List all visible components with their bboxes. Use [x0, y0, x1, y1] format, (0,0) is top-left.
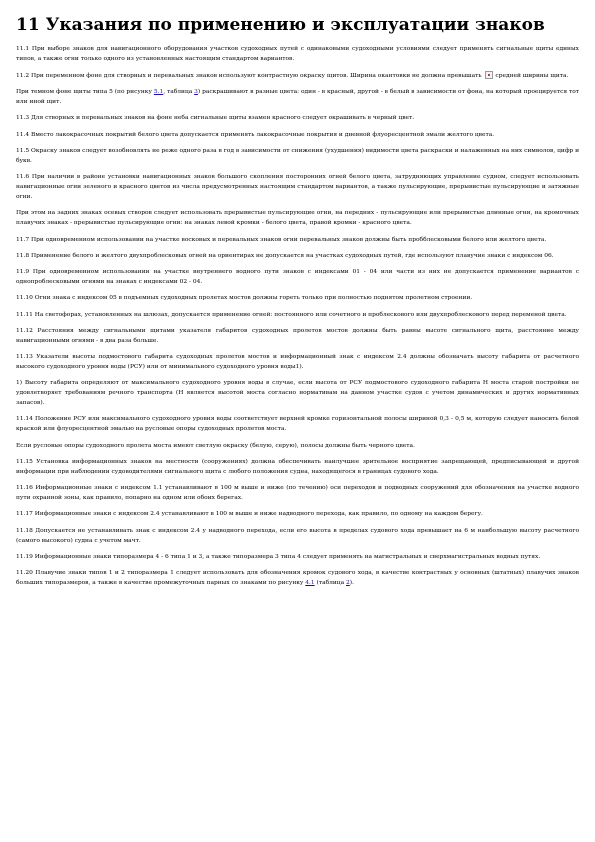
- paragraph-text: (таблица: [314, 580, 345, 587]
- paragraph-11-9: 11.9 При одновременном использовании на участке внутреннего водного пути знаков с индексами 01 - 04 или части из них не допускается применение вариантов с однопроблесковыми огнями на знаках с индексами 02 - 04.: [16, 269, 579, 285]
- figure-link[interactable]: 4.1: [305, 580, 315, 587]
- paragraph-11-18: 11.18 Допускается не устанавливать знак с индексом 2.4 у надводного перехода, если его высота в пределах судового хода превышает на 6 м наибольшую высоту расчетного (самого высокого) судна с учетом мачт.: [16, 527, 579, 544]
- paragraph-11-15: 11.15 Установка информационных знаков на местности (сооружениях) должна обеспечивать наилучшее зрительное восприятие запрещающей, предписывающей и другой информации при наблюдении судоводителями сигнального щита с любого положения судна, находящегося в границах судового хода.: [16, 458, 579, 475]
- paragraph-dark-background: [16, 88, 579, 108]
- paragraph-11-4: 11.4 Вместо лакокрасочных покрытий белого цвета допускается применять лакокрасочные покрытия и дневной флуоресцентной эмали желтого цвета.: [16, 131, 495, 138]
- paragraph-11-14-cont: Если русловые опоры судоходного пролета моста имеют светлую окраску (белую, серую), полосы должны быть черного цвета.: [16, 442, 415, 449]
- paragraph-text: ) раскрашивают в разные цвета: один - в красный, другой - в белый в зависимости от фона, на который проецируется тот или иной щит.: [16, 89, 580, 106]
- paragraph-text: , таблица: [163, 89, 193, 96]
- footnote-1: 1) Высоту габарита определяют от максимального судоходного уровня воды в случае, если высота от РСУ подмостового судоходного габарита H моста старой постройки не удовлетворяет требованиям речного транспорта (H является высотой моста согласно нормативам на данном участке судов с учетом динамических и других нормативных запасов).: [16, 380, 580, 407]
- page-title: 11 Указания по применению и эксплуатации знаков: [16, 15, 545, 35]
- paragraph-11-10: 11.10 Огни знака с индексом 05 в подъемных судоходных пролетах мостов должны гореть только при полностью поднятом пролетном строении.: [16, 295, 473, 302]
- paragraph-text: При темном фоне щиты типа 5 (по рисунку: [16, 89, 152, 96]
- image-icon: [485, 71, 493, 79]
- paragraph-11-19: 11.19 Информационные знаки типоразмера 4 - 6 типа 1 и 3, а также типоразмера 3 типа 4 следует применять на магистральных и сверхмагистральных водных путях.: [16, 553, 541, 560]
- paragraph-11-2: [16, 71, 579, 82]
- figure-link[interactable]: 5.1: [153, 89, 164, 96]
- paragraph-11-11: 11.11 На светофорах, установленных на шлюзах, допускается применение огней: постоянного или сочетного и проблескового или двухпроблескового перед переменой цвета.: [16, 311, 567, 318]
- table-link[interactable]: 2: [346, 580, 350, 587]
- paragraph-11-5: 11.5 Окраску знаков следует возобновлять не реже одного раза в год в зависимости от снижения (ухудшения) видимости цвета раскраски и налаженных на них символов, цифр и букв.: [16, 147, 579, 164]
- paragraph-text: 11.20 Плавучие знаки типов 1 и 2 типоразмера 1 следует использовать для обозначения кромок судового хода, в качестве контрастных у основных (штатных) плавучих знаков больших типоразмеров, а также в качестве промежуточных парных со знаками по рисунку: [16, 570, 579, 587]
- paragraph-11-20: [16, 569, 579, 589]
- paragraph-11-6: 11.6 При наличии в районе установки навигационных знаков большого скопления посторонних огней белого цвета, затрудняющих управление судном, следует использовать навигационные огни зеленого и красного цветов из числа предусмотренных настоящим стандартом вариантов, а также пульсирующие, прерывистые пульсирующие и затяжные огни.: [16, 174, 579, 200]
- paragraph-11-1: 11.1 При выборе знаков для навигационного оборудования участков судоходных путей с одинаковыми судоходными условиями следует применять сигнальные щиты единых типов, а также огни только одного из установленных настоящим стандартом вариантов.: [16, 45, 579, 62]
- paragraph-11-12: 11.12 Расстояния между сигнальными щитами указателя габаритов судоходных пролетов мостов должны быть равны высоте сигнального щита, расстояние между навигационными огнями - в два раза больше.: [16, 327, 579, 344]
- paragraph-11-3: 11.3 Для створных и перевальных знаков на фоне неба сигнальные щиты взамен красного следует окрашивать в черный цвет.: [16, 115, 415, 122]
- paragraph-11-7: 11.7 При одновременном использовании на участке восковых и перевальных знаков огни перевальных знаков должны быть пробблесковыми белого или желтого цвета.: [16, 236, 547, 243]
- paragraph-text: 11.2 При переменном фоне для створных и перевальных знаков используют контрастную окраску щитов. Ширина окантовки не должна превышать: [16, 72, 482, 79]
- paragraph-text: ).: [349, 580, 354, 587]
- paragraph-text: средней ширины щита.: [495, 72, 569, 79]
- paragraph-11-6-cont: При этом на задних знаках осевых створов следует использовать прерывистые пульсирующие огни, на передних - пульсирующие или прерывистые длинные огни, на кромочных плавучих знаках - прерывистые пульсирующие огни: на знаках левой кромки - белого цвета, правой кромки - красного цвета.: [16, 210, 579, 227]
- paragraph-11-16: 11.16 Информационные знаки с индексом 1.1 устанавливают в 100 м выше и ниже (по течению) оси переходов и подводных сооружений для обозначения на участке водного пути охранной зоны, как правило, попарно на одном или обоих берегах.: [16, 485, 579, 502]
- paragraph-11-17: 11.17 Информационные знаки с индексом 2.4 устанавливают в 100 м выше и ниже надводного перехода, как правило, по одному на каждом берегу.: [16, 511, 483, 518]
- table-link[interactable]: 3: [194, 89, 198, 96]
- paragraph-11-14: 11.14 Положение РСУ или максимального судоходного уровня воды соответствует верхней кромке горизонтальной полосы шириной 0,3 - 0,5 м, которую следует наносить белой краской или флуоресцентной эмалью на русловые опоры судоходных пролетов моста.: [16, 416, 579, 433]
- paragraph-11-8: 11.8 Применение белого и желтого двухпроблесковых огней на ориентирах не допускается на участках судоходных путей, где используют плавучие знаки с индексом 06.: [16, 252, 554, 259]
- paragraph-11-13: 11.13 Указатели высоты подмостового габарита судоходных пролетов мостов и информационный знак с индексом 2.4 должны обозначать высоту габарита от расчетного высокого судоходного уровня воды (РСУ) или от минимального судоходного уровня воды1).: [16, 354, 579, 370]
